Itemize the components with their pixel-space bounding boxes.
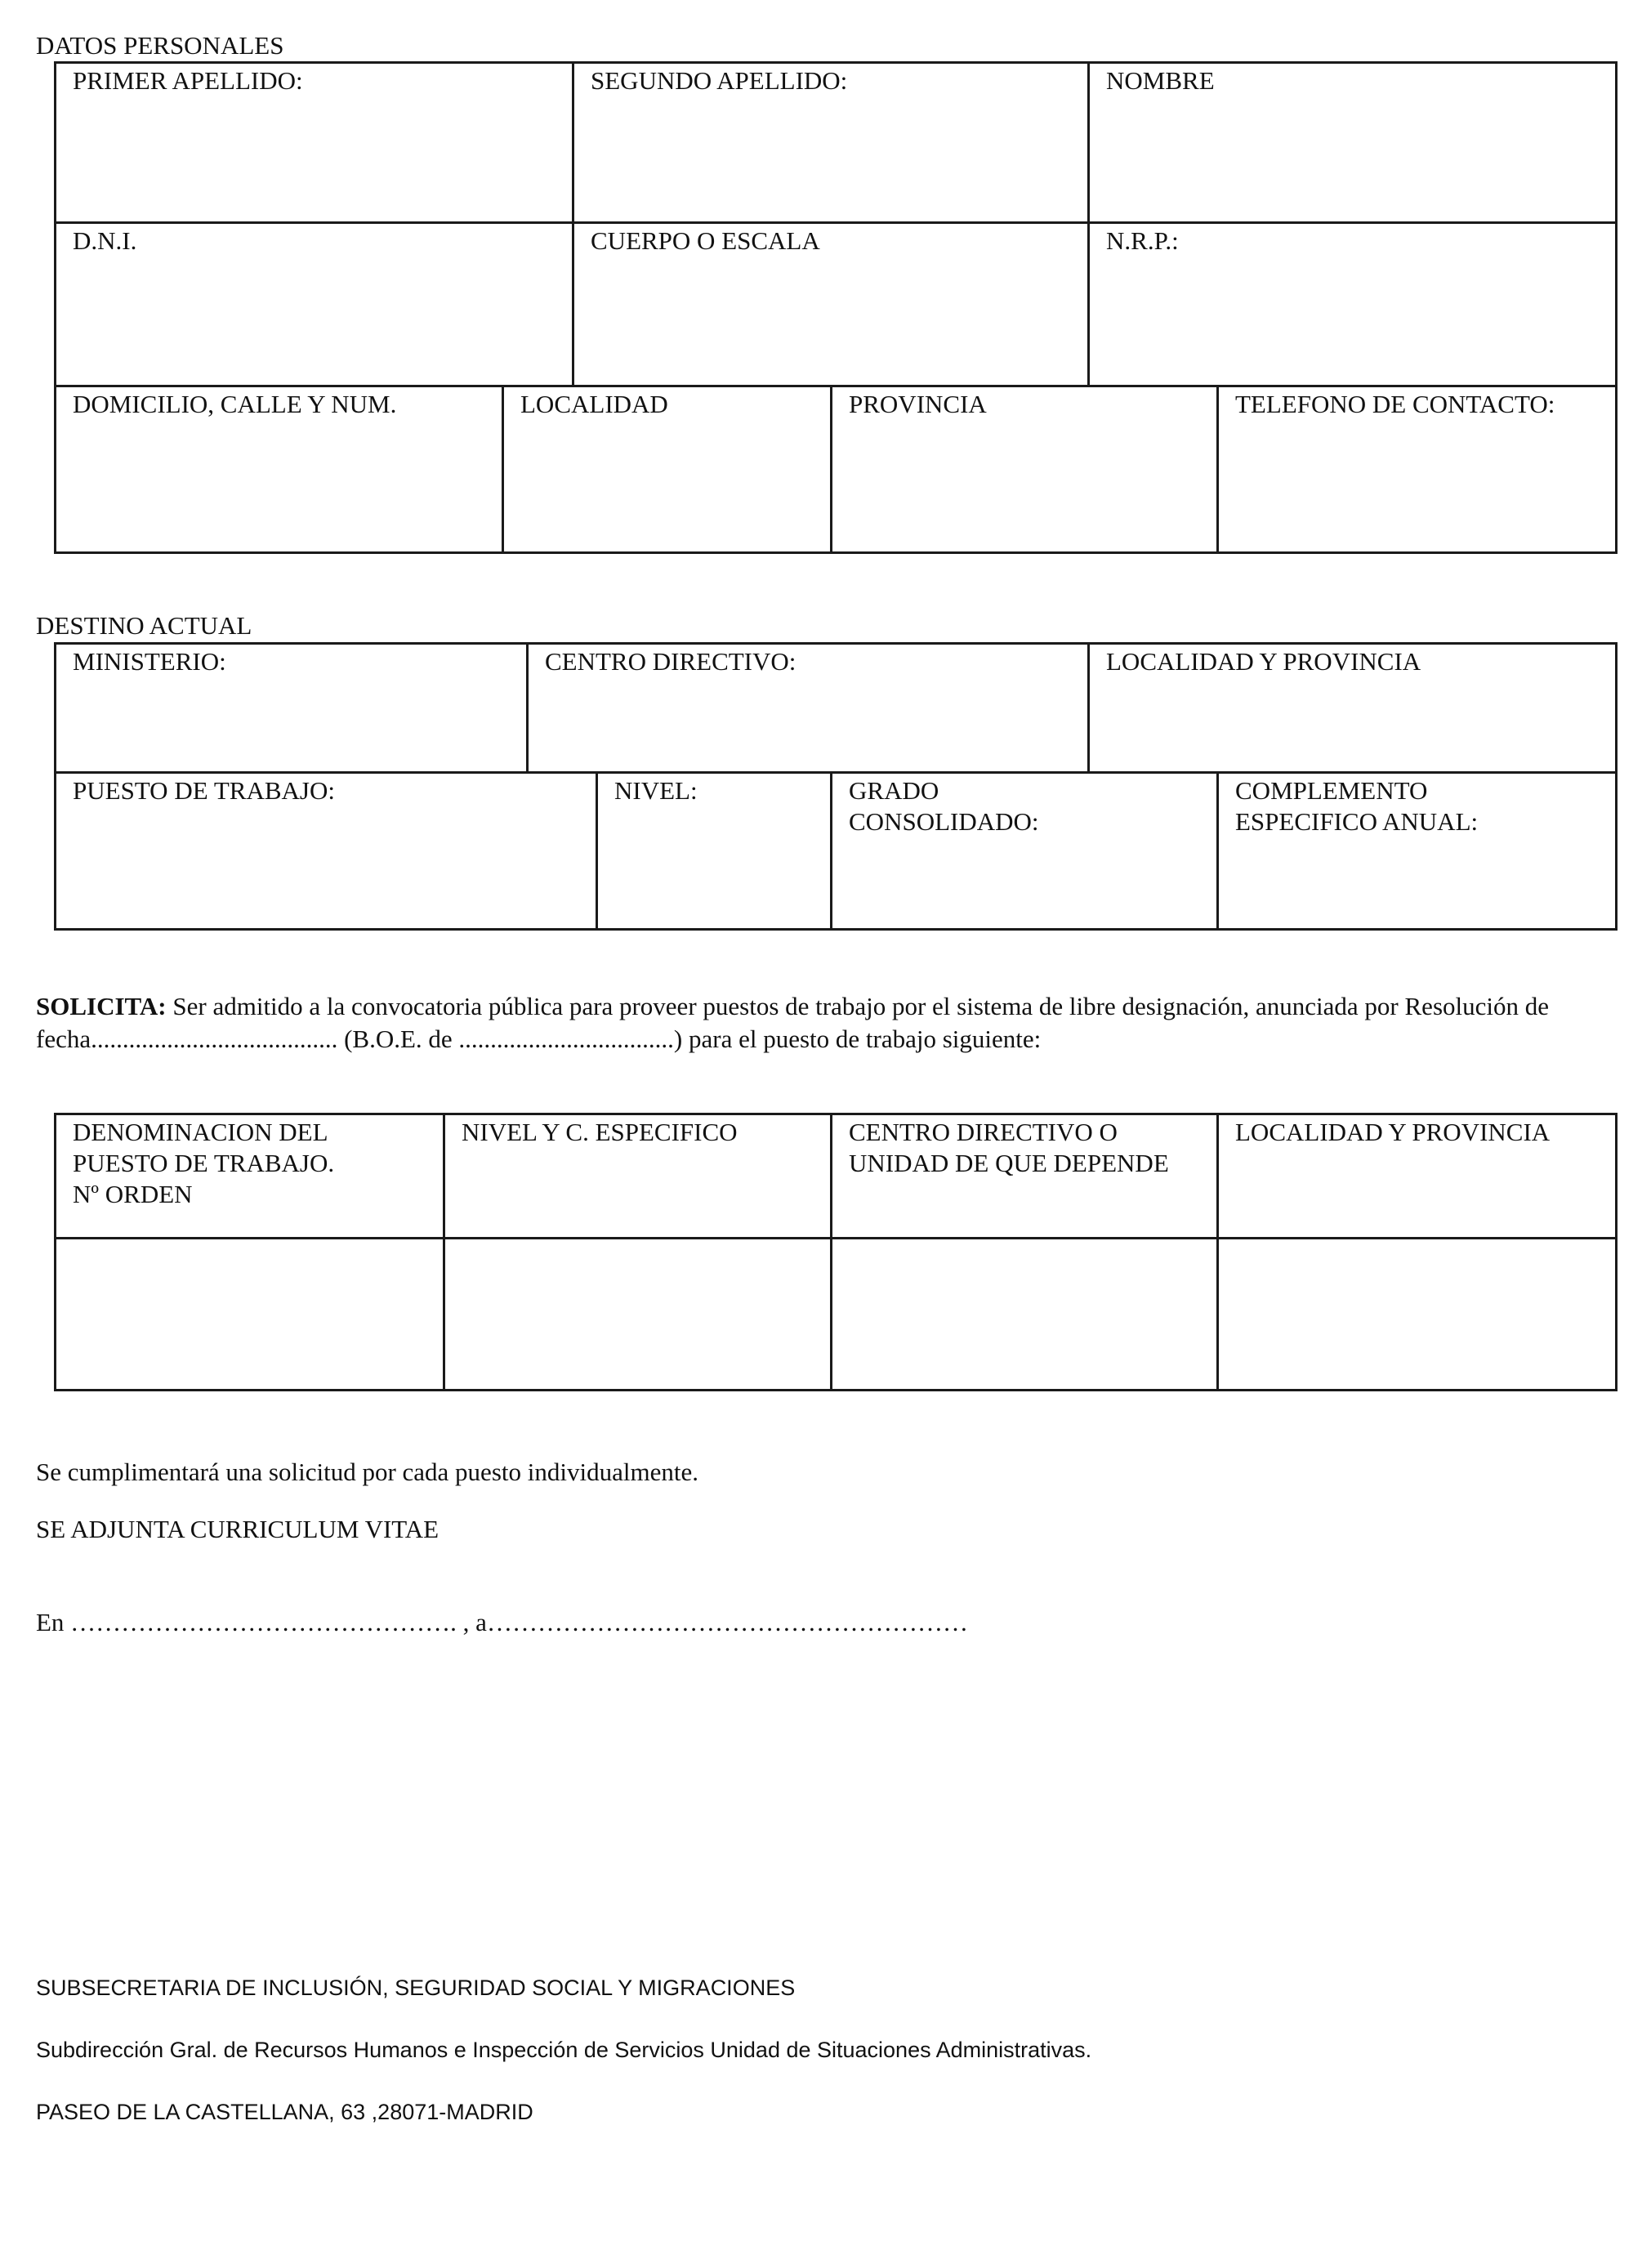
primer-apellido-field[interactable]: PRIMER APELLIDO: — [73, 66, 303, 95]
dni-field[interactable]: D.N.I. — [73, 226, 137, 255]
segundo-apellido-field[interactable]: SEGUNDO APELLIDO: — [591, 66, 848, 95]
localidad-provincia-header: LOCALIDAD Y PROVINCIA — [1235, 1118, 1551, 1146]
telefono-field[interactable]: TELEFONO DE CONTACTO: — [1235, 390, 1555, 418]
ministerio-field[interactable]: MINISTERIO: — [73, 647, 226, 676]
nombre-field[interactable]: NOMBRE — [1106, 66, 1215, 95]
provincia-field[interactable]: PROVINCIA — [849, 390, 987, 418]
lugar-fecha-line[interactable]: En ………………………………………. , a………………………………………………… — [36, 1608, 968, 1636]
nivel-especifico-input-cell[interactable] — [445, 1239, 830, 1391]
section-title-destino-actual: DESTINO ACTUAL — [36, 611, 252, 640]
footer-address: PASEO DE LA CASTELLANA, 63 ,28071-MADRID — [36, 2100, 533, 2124]
complemento-especifico-field[interactable]: COMPLEMENTO ESPECIFICO ANUAL: — [1235, 776, 1479, 836]
solicita-text: Ser admitido a la convocatoria pública para proveer puestos de trabajo por el sistema de libre designación, anunciada por Resolución de fecha....................................... (B.O.E. de ..................................) para el puesto de trabajo siguiente: — [36, 992, 1550, 1053]
localidad-field[interactable]: LOCALIDAD — [520, 390, 668, 418]
cuerpo-escala-field[interactable]: CUERPO O ESCALA — [591, 226, 820, 255]
domicilio-field[interactable]: DOMICILIO, CALLE Y NUM. — [73, 390, 397, 418]
localidad-provincia-field[interactable]: LOCALIDAD Y PROVINCIA — [1106, 647, 1421, 676]
puesto-solicitado-table — [54, 1113, 1618, 1391]
solicita-paragraph — [36, 990, 1618, 1056]
localidad-provincia-input-cell[interactable] — [1219, 1239, 1615, 1391]
curriculum-note: SE ADJUNTA CURRICULUM VITAE — [36, 1515, 440, 1543]
section-title-datos-personales: DATOS PERSONALES — [36, 31, 284, 60]
denominacion-input-cell[interactable] — [56, 1239, 443, 1391]
grado-consolidado-field[interactable]: GRADO CONSOLIDADO: — [849, 776, 1039, 836]
centro-directivo-field[interactable]: CENTRO DIRECTIVO: — [545, 647, 796, 676]
footer-subdireccion: Subdirección Gral. de Recursos Humanos e Inspección de Servicios Unidad de Situaciones Administrativas. — [36, 2038, 1092, 2062]
centro-directivo-header: CENTRO DIRECTIVO O UNIDAD DE QUE DEPENDE — [849, 1118, 1169, 1177]
denominacion-header: DENOMINACION DEL PUESTO DE TRABAJO. Nº ORDEN — [73, 1118, 335, 1208]
centro-directivo-input-cell[interactable] — [832, 1239, 1216, 1391]
nivel-especifico-header: NIVEL Y C. ESPECIFICO — [462, 1118, 738, 1146]
solicita-label: SOLICITA: — [36, 992, 167, 1020]
footer-subsecretaria: SUBSECRETARIA DE INCLUSIÓN, SEGURIDAD SOCIAL Y MIGRACIONES — [36, 1976, 796, 2000]
personal-data-table — [54, 61, 1618, 554]
puesto-trabajo-field[interactable]: PUESTO DE TRABAJO: — [73, 776, 335, 805]
destino-table — [54, 642, 1618, 931]
cumplimentara-note: Se cumplimentará una solicitud por cada puesto individualmente. — [36, 1458, 698, 1486]
nrp-field[interactable]: N.R.P.: — [1106, 226, 1179, 255]
nivel-field[interactable]: NIVEL: — [614, 776, 698, 805]
